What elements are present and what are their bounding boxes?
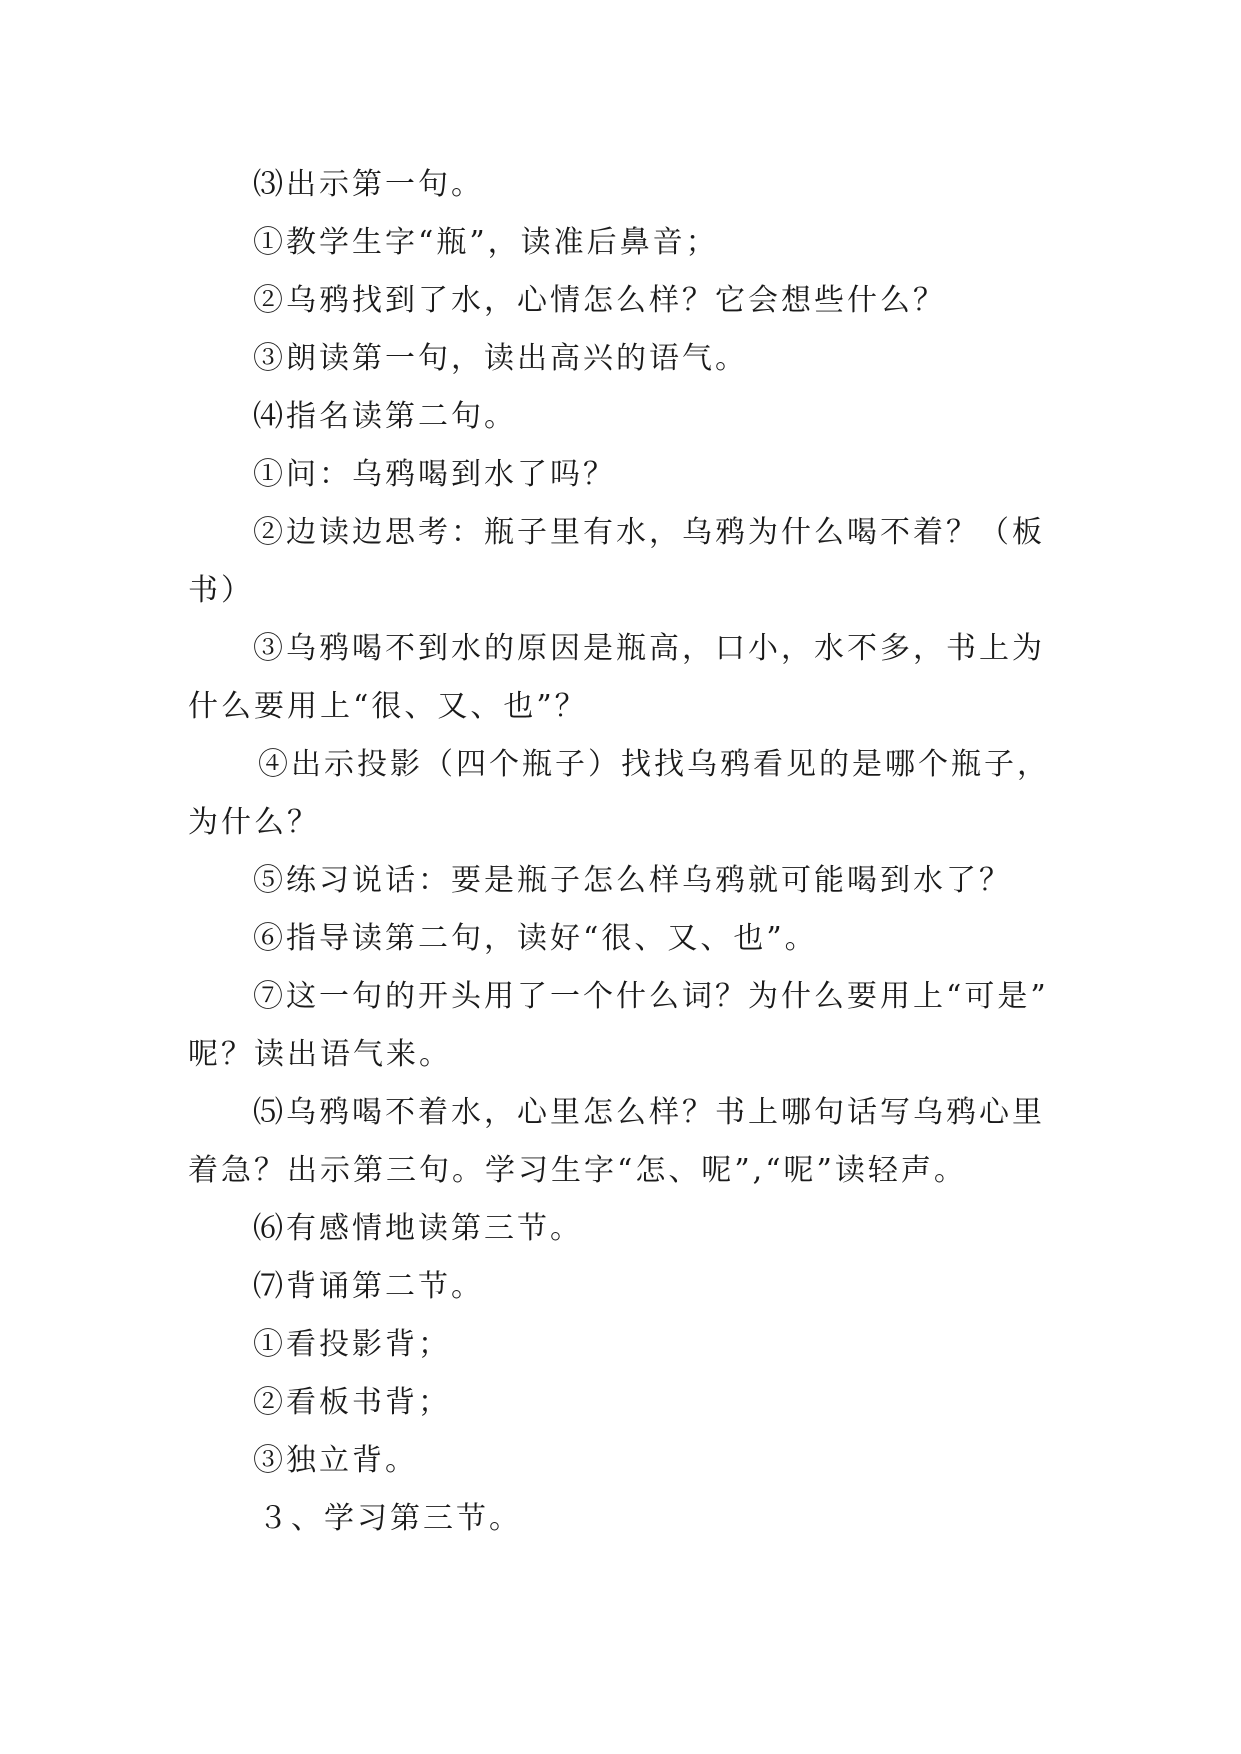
text-line: ⑦这一句的开头用了一个什么词？为什么要用上“可是” <box>253 979 1049 1014</box>
text-line: ③独立背。 <box>253 1443 418 1478</box>
text-line: ③乌鸦喝不到水的原因是瓶高，口小，水不多，书上为 <box>253 631 1045 666</box>
text-line: ⑶出示第一句。 <box>253 167 484 202</box>
text-line: ①看投影背； <box>253 1327 451 1362</box>
text-line: ②边读边思考：瓶子里有水，乌鸦为什么喝不着？（板 <box>253 515 1045 550</box>
text-line: ③朗读第一句，读出高兴的语气。 <box>253 341 748 376</box>
text-line: ②看板书背； <box>253 1385 451 1420</box>
text-line: ⑺背诵第二节。 <box>253 1269 484 1304</box>
text-line: ②乌鸦找到了水，心情怎么样？它会想些什么？ <box>253 283 946 318</box>
text-line: ⑸乌鸦喝不着水，心里怎么样？书上哪句话写乌鸦心里 <box>253 1095 1045 1130</box>
text-line: 书） <box>188 573 254 608</box>
text-line: ①问：乌鸦喝到水了吗？ <box>253 457 616 492</box>
text-line: 呢？读出语气来。 <box>188 1037 452 1072</box>
text-line: 着急？出示第三句。学习生字“怎、呢”,“呢”读轻声。 <box>188 1153 967 1188</box>
text-line: ⑤练习说话：要是瓶子怎么样乌鸦就可能喝到水了？ <box>253 863 1012 898</box>
text-line: ⑥指导读第二句，读好“很、又、也”。 <box>253 921 818 956</box>
text-line: ⑹有感情地读第三节。 <box>253 1211 583 1246</box>
text-line: ⑷指名读第二句。 <box>253 399 517 434</box>
text-line: ④出示投影（四个瓶子）找找乌鸦看见的是哪个瓶子， <box>258 747 1050 782</box>
text-line: ①教学生字“瓶”，读准后鼻音； <box>253 225 719 260</box>
text-line: 什么要用上“很、又、也”？ <box>188 689 588 724</box>
text-line: ３、学习第三节。 <box>258 1501 522 1536</box>
text-line: 为什么？ <box>188 805 320 840</box>
